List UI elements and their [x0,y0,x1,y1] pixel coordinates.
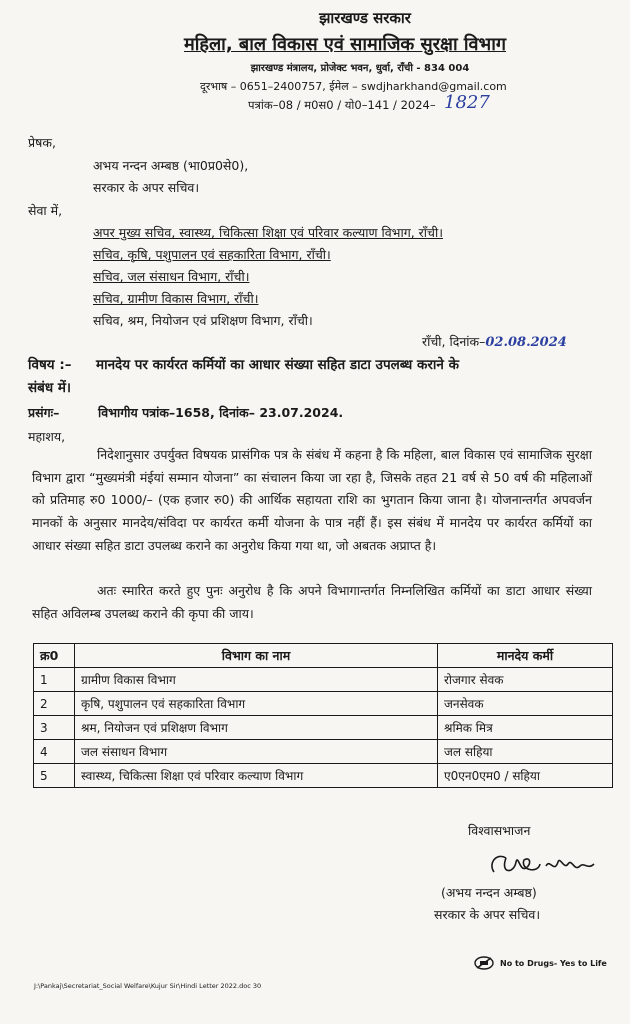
table-cell-dept: ग्रामीण विकास विभाग [75,668,438,692]
table-cell-worker: जल सहिया [438,740,613,764]
table-cell-dept: श्रम, नियोजन एवं प्रशिक्षण विभाग [75,716,438,740]
table-cell-worker: श्रमिक मित्र [438,716,613,740]
table-cell-sn: 1 [34,668,75,692]
table-cell-sn: 4 [34,740,75,764]
table-row [34,740,613,764]
table-header-worker: मानदेय कर्मी [438,644,613,668]
reference-text: विभागीय पत्रांक–1658, दिनांक– 23.07.2024. [98,405,344,420]
signatory-name: (अभय नन्दन अम्बष्ठ) [441,885,537,900]
table-cell-worker: रोजगार सेवक [438,668,613,692]
department-title: महिला, बाल विकास एवं सामाजिक सुरक्षा विभाग [183,34,507,55]
table-row [34,692,613,716]
no-drugs-slogan [474,956,607,970]
recipient-item: सचिव, श्रम, नियोजन एवं प्रशिक्षण विभाग, राँची। [93,313,313,328]
letter-number-handwritten: 1827 [444,92,490,113]
sender-designation: सरकार के अपर सचिव। [93,180,200,195]
recipient-item: सचिव, ग्रामीण विकास विभाग, राँची। [93,291,259,306]
signatory-designation: सरकार के अपर सचिव। [434,907,541,922]
date-label: राँची, दिनांक– [422,334,486,349]
date-line [422,333,567,350]
signature-scribble [486,844,601,886]
letter-number: पत्रांक–08 / म0स0 / यो0–141 / 2024– [248,98,436,112]
table-header-sn: क्र0 [34,644,75,668]
department-address: झारखण्ड मंत्रालय, प्रोजेक्ट भवन, धुर्वा, राँची - 834 004 [250,63,470,74]
subject-line-1: मानदेय पर कार्यरत कर्मियों का आधार संख्या सहित डाटा उपलब्ध कराने के [96,357,459,373]
body-paragraph-1: निदेशानुसार उपर्युक्त विषयक प्रासंगिक पत्र के संबंध में कहना है कि महिला, बाल विकास एवं सामाजिक सुरक्षा विभाग द्वारा “मुख्यमंत्री मंईयां सम्मान योजना” का संचालन किया जा रहा है, जिसके तहत 21 वर्ष से 50 वर्ष की महिलाओं को प्रतिमाह रु0 1000/– (एक हजार रु0) की आर्थिक सहायता राशि का भुगतान किया जाना है। योजनान्तर्गत अपवर्जन मानकों के अनुसार मानदेय/संविदा पर कार्यरत कर्मी योजना के पात्र नहीं हैं। इस संबंध में मानदेय पर कार्यरत कर्मियों का आधार संख्या सहित डाटा उपलब्ध कराने का अनुरोध किया गया था, जो अबतक अप्राप्त है। [32,447,592,553]
table-cell-sn: 5 [34,764,75,788]
date-handwritten: 02.08.2024 [485,335,567,350]
valediction: विश्वासभाजन [468,823,531,838]
workers-table [33,643,613,788]
table-header-dept: विभाग का नाम [75,644,438,668]
no-drugs-icon [474,956,494,970]
table-row [34,716,613,740]
government-title: झारखण्ड सरकार [319,9,411,27]
reference-label: प्रसंगः– [28,405,60,420]
table-cell-worker: ए0एन0एम0 / सहिया [438,764,613,788]
table-row [34,764,613,788]
table-cell-dept: जल संसाधन विभाग [75,740,438,764]
sender-label: प्रेषक, [28,135,56,150]
subject-label: विषय :– [28,357,72,373]
table-row [34,668,613,692]
recipient-item: अपर मुख्य सचिव, स्वास्थ्य, चिकित्सा शिक्षा एवं परिवार कल्याण विभाग, राँची। [93,225,443,240]
sender-name: अभय नन्दन अम्बष्ठ (भा0प्र0से0), [93,158,249,173]
recipient-item: सचिव, जल संसाधन विभाग, राँची। [93,269,250,284]
table-cell-dept: कृषि, पशुपालन एवं सहकारिता विभाग [75,692,438,716]
recipient-item: सचिव, कृषि, पशुपालन एवं सहकारिता विभाग, राँची। [93,247,331,262]
salutation: महाशय, [28,429,66,444]
subject-line-2: संबंध में। [28,380,72,396]
table-cell-dept: स्वास्थ्य, चिकित्सा शिक्षा एवं परिवार कल्याण विभाग [75,764,438,788]
body-paragraph-2: अतः स्मारित करते हुए पुनः अनुरोध है कि अपने विभागान्तर्गत निम्नलिखित कर्मियों का डाटा आधार संख्या सहित अविलम्ब उपलब्ध कराने की कृपा की जाय। [32,583,592,621]
file-path-footer: J:\Pankaj\Secretariat_Social Welfare\Kujur Sir\Hindi Letter 2022.doc 30 [34,982,262,990]
table-cell-sn: 3 [34,716,75,740]
table-cell-sn: 2 [34,692,75,716]
contact-line: दूरभाष – 0651–2400757, ईमेल – swdjharkhand@gmail.com [200,80,507,93]
slogan-text: No to Drugs- Yes to Life [500,958,607,968]
table-cell-worker: जनसेवक [438,692,613,716]
recipients-label: सेवा में, [28,203,63,218]
table-header-row [34,644,613,668]
